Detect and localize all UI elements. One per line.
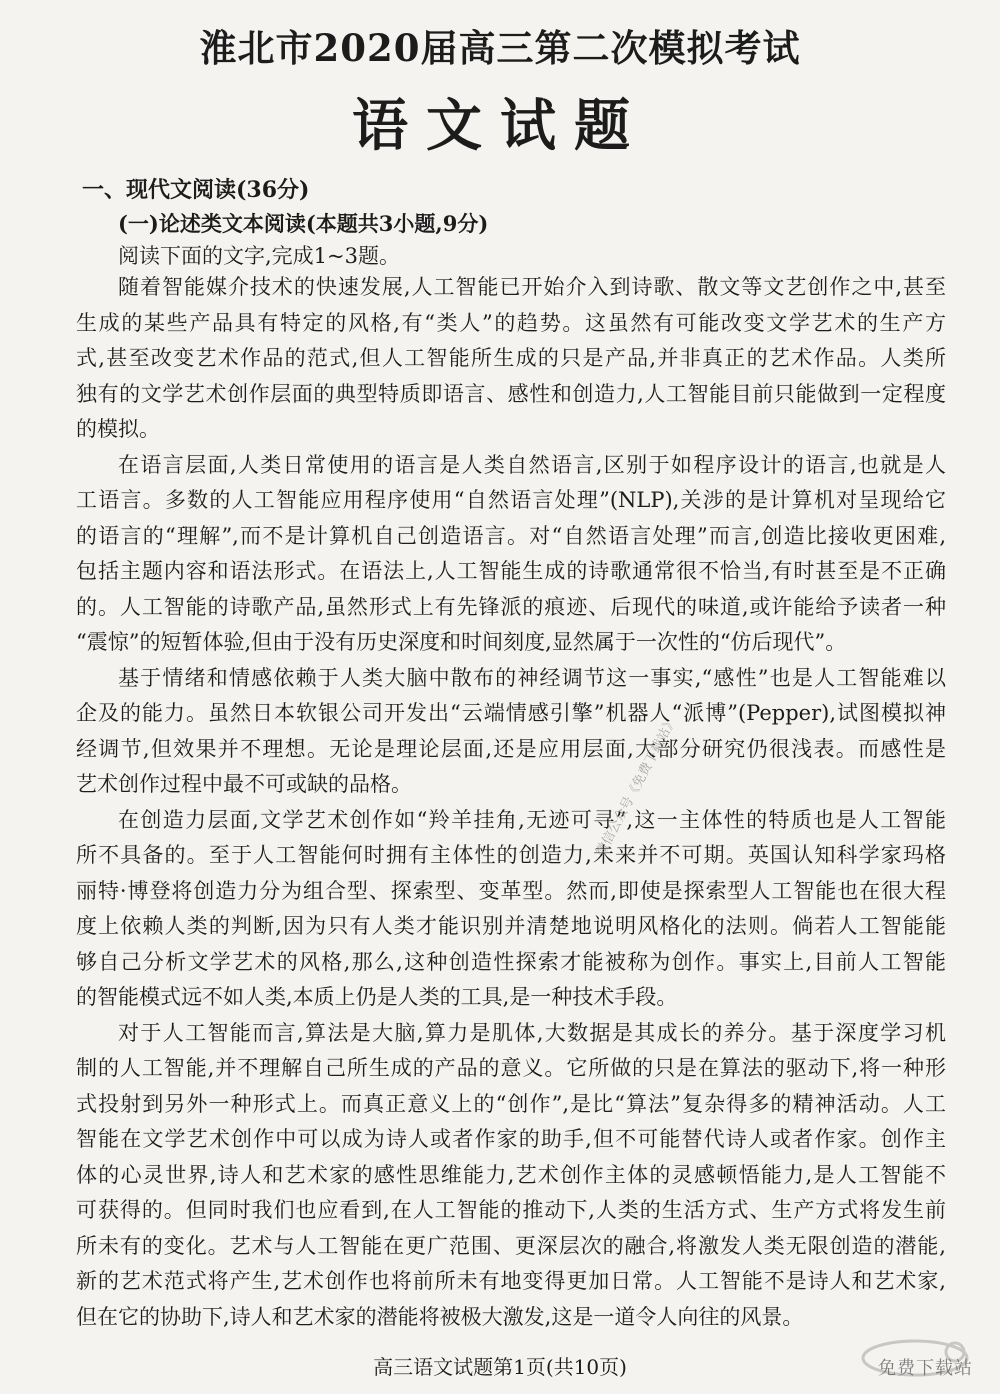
passage-line: 工语言。多数的人工智能应用程序使用“自然语言处理”(NLP),关涉的是计算机对呈现给它 [76,488,946,512]
passage-line: 经调节,但效果并不理想。无论是理论层面,还是应用层面,大部分研究仍很浅表。而感性是 [76,736,946,761]
page-footer: 高三语文试题第1页(共10页) [373,1355,627,1379]
passage-line: 式,甚至改变艺术作品的范式,但人工智能所生成的只是产品,并非真正的艺术作品。人类所 [76,346,946,370]
passage-line: 体的心灵世界,诗人和艺术家的感性思维能力,艺术创作主体的灵感顿悟能力,是人工智能不 [76,1162,946,1187]
passage-line: 丽特·博登将创造力分为组合型、探索型、变革型。然而,即使是探索型人工智能也在很大程 [76,878,946,903]
watermark-text: 微信公众号《免费下载站》 [593,714,681,859]
passage-line: 在创造力层面,文学艺术创作如“羚羊挂角,无迹可寻”,这一主体性的特质也是人工智能 [118,807,946,832]
passage-line: 的模拟。 [76,417,160,441]
passage-line: 可获得的。但同时我们也应看到,在人工智能的推动下,人类的生活方式、生产方式将发生前 [76,1198,946,1222]
passage-line: 在语言层面,人类日常使用的语言是人类自然语言,区别于如程序设计的语言,也就是人 [118,452,946,477]
passage-line: 生成的某些产品具有特定的风格,有“类人”的趋势。这虽然有可能改变文学艺术的生产方 [76,310,946,335]
passage-line: 度上依赖人类的判断,因为只有人类才能识别并清楚地说明风格化的法则。倘若人工智能能 [76,914,946,938]
passage-line: 基于情绪和情感依赖于人类大脑中散布的神经调节这一事实,“感性”也是人工智能难以 [118,665,946,690]
passage-line: 随着智能媒介技术的快速发展,人工智能已开始介入到诗歌、散文等文艺创作之中,甚至 [118,275,946,299]
passage-line: 的语言的“理解”,而不是计算机自己创造语言。对“自然语言处理”而言,创造比接收更困难, [76,523,946,548]
passage-line: 对于人工智能而言,算法是大脑,算力是肌体,大数据是其成长的养分。基于深度学习机 [118,1020,946,1045]
passage-line: 所未有的变化。艺术与人工智能在更广范围、更深层次的融合,将激发人类无限创造的潜能, [76,1233,946,1258]
passage-line: 所不具备的。至于人工智能何时拥有主体性的创造力,未来并不可期。英国认知科学家玛格 [76,843,946,867]
passage-line: 包括主题内容和语法形式。在语法上,人工智能生成的诗歌通常很不恰当,有时甚至是不正确 [76,559,946,583]
passage-line: 企及的能力。虽然日本软银公司开发出“云端情感引擎”机器人“派博”(Pepper),试图模拟神 [76,701,946,725]
passage-line: 智能在文学艺术创作中可以成为诗人或者作家的助手,但不可能替代诗人或者作家。创作主 [76,1127,946,1151]
passage-line: 独有的文学艺术创作层面的典型特质即语言、感性和创造力,人工智能目前只能做到一定程度 [76,381,946,406]
passage-line: 新的艺术范式将产生,艺术创作也将前所未有地变得更加日常。人工智能不是诗人和艺术家, [76,1269,946,1293]
passage-line: 式投射到另外一种形式上。而真正意义上的“创作”,是比“算法”复杂得多的精神活动。人工 [76,1091,946,1116]
passage-line: 的。人工智能的诗歌产品,虽然形式上有先锋派的痕迹、后现代的味道,或许能给予读者一种 [76,594,946,619]
passage-line: 的智能模式远不如人类,本质上仍是人类的工具,是一种技术手段。 [76,985,678,1009]
passage-line: 艺术创作过程中最不可或缺的品格。 [76,772,412,796]
passage-line: 够自己分析文学艺术的风格,那么,这种创造性探索才能被称为创作。事实上,目前人工智能 [76,949,946,974]
subject-title: 语文试题 [352,93,648,159]
passage-line: 但在它的协助下,诗人和艺术家的潜能将被极大激发,这是一道令人向往的风景。 [76,1304,804,1329]
section-heading: 一、现代文阅读(36分) [82,177,310,203]
exam-title: 淮北市2020届高三第二次模拟考试 [199,26,801,70]
subsection-heading: (一)论述类文本阅读(本题共3小题,9分) [118,211,489,236]
reading-instruction: 阅读下面的文字,完成1~3题。 [118,244,400,268]
passage-line: “震惊”的短暂体验,但由于没有历史深度和时间刻度,显然属于一次性的“仿后现代”。 [76,630,847,654]
watermark-corner-text: 免费下载站 [878,1358,973,1379]
passage-line: 制的人工智能,并不理解自己所生成的产品的意义。它所做的只是在算法的驱动下,将一种形 [76,1056,946,1080]
passage-body [76,270,946,1335]
